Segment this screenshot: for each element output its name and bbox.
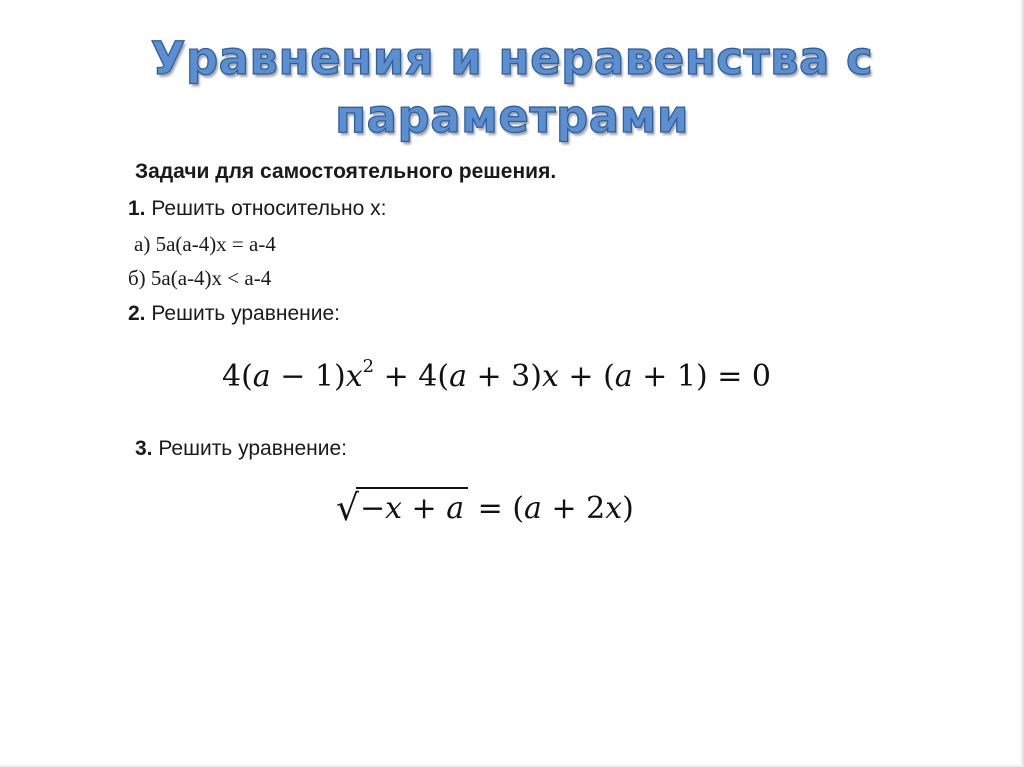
eq2-var-a: a bbox=[449, 359, 467, 394]
eq3-var-x: x bbox=[605, 491, 623, 526]
task-2-statement bbox=[128, 302, 340, 326]
task-2-number: 2. bbox=[128, 302, 146, 325]
eq3-part: + 2 bbox=[541, 491, 606, 526]
eq3-part: = ( bbox=[468, 491, 525, 526]
task-3-statement bbox=[135, 437, 347, 461]
eq3-var-a: a bbox=[524, 491, 542, 526]
eq2-part: 4( bbox=[222, 359, 253, 394]
eq3-var-x: x bbox=[385, 491, 403, 526]
task-1-part-b: б) 5a(a-4)x < a-4 bbox=[128, 266, 272, 290]
task-3-text: Решить уравнение: bbox=[152, 437, 347, 460]
task-2-text: Решить уравнение: bbox=[145, 302, 340, 325]
eq2-part: + 4( bbox=[374, 359, 450, 394]
eq2-var-a: a bbox=[614, 359, 633, 394]
eq2-part: + ( bbox=[558, 359, 615, 394]
eq2-var-a: a bbox=[252, 359, 271, 394]
eq2-part: + 1) = 0 bbox=[632, 359, 771, 394]
task-1-part-a: а) 5a(a-4)x = a-4 bbox=[134, 232, 276, 256]
eq3-part: ) bbox=[622, 491, 634, 526]
task-3-number: 3. bbox=[135, 437, 153, 460]
title-line-1: Уравнения и неравенства с bbox=[150, 32, 874, 85]
task-2-equation bbox=[222, 356, 771, 394]
task-1-number: 1. bbox=[128, 197, 146, 220]
eq2-var-x: x bbox=[345, 359, 363, 394]
slide-title bbox=[40, 30, 984, 146]
section-heading: Задачи для самостоятельного решения. bbox=[135, 160, 557, 183]
eq3-part: + bbox=[402, 491, 447, 526]
eq2-var-x: x bbox=[541, 359, 559, 394]
sqrt-expression bbox=[336, 487, 468, 529]
title-line-2: параметрами bbox=[335, 90, 689, 143]
task-1-text: Решить относительно x: bbox=[145, 197, 387, 220]
eq2-part: − 1) bbox=[270, 359, 346, 394]
eq2-exponent: 2 bbox=[362, 356, 375, 377]
eq3-part: − bbox=[359, 491, 386, 526]
radicand bbox=[356, 487, 468, 526]
task-1-statement bbox=[128, 197, 386, 221]
task-3-equation bbox=[336, 487, 634, 529]
eq3-var-a: a bbox=[446, 491, 465, 526]
sqrt-icon: √ bbox=[336, 488, 359, 529]
eq2-part: + 3) bbox=[466, 359, 542, 394]
